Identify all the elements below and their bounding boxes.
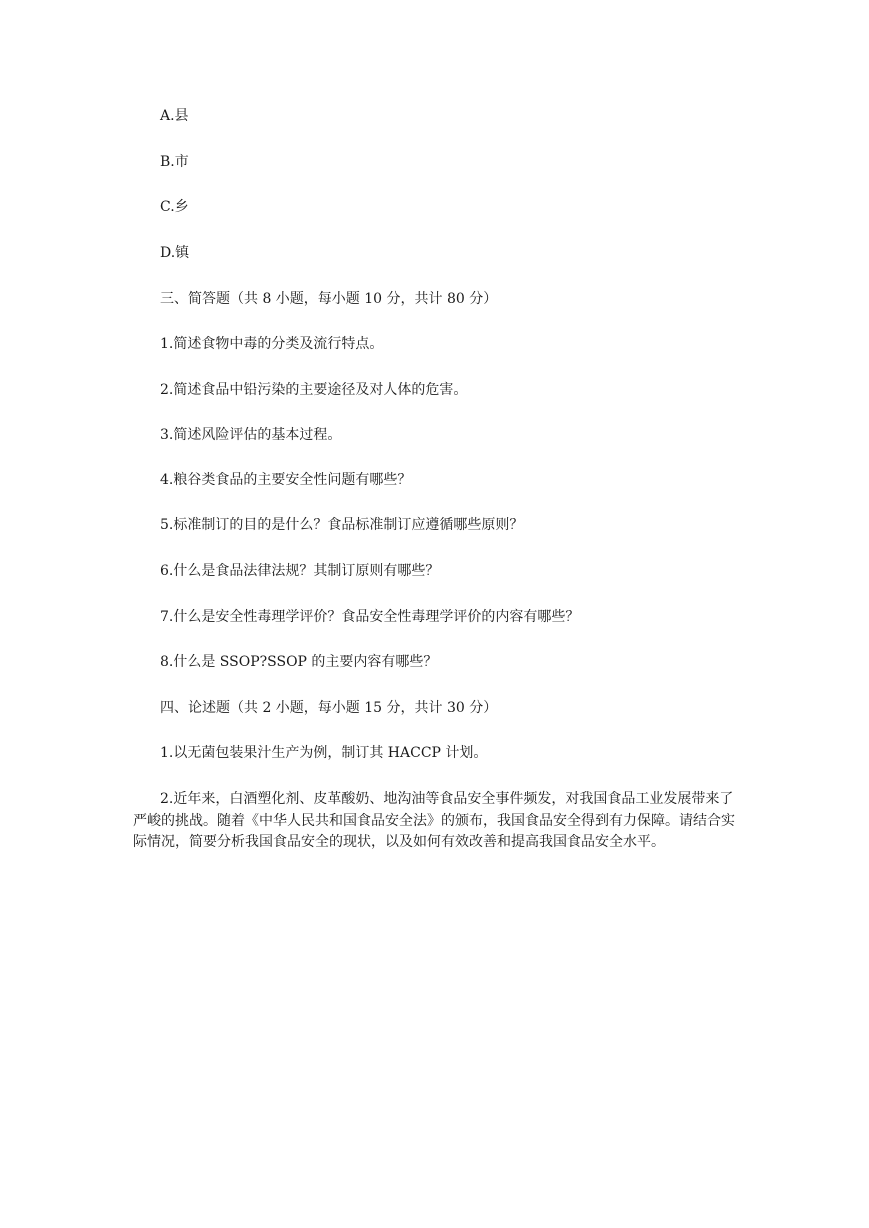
- option-a: A.县: [160, 108, 189, 124]
- essay-question-1: 1.以无菌包装果汁生产为例，制订其 HACCP 计划。: [160, 745, 488, 761]
- section4-heading: 四、论述题（共 2 小题，每小题 15 分，共计 30 分）: [160, 700, 498, 716]
- option-c: C.乡: [160, 199, 189, 215]
- short-answer-question-4: 4.粮谷类食品的主要安全性问题有哪些？: [160, 472, 412, 488]
- short-answer-question-3: 3.简述风险评估的基本过程。: [160, 427, 342, 443]
- short-answer-question-7: 7.什么是安全性毒理学评价？食品安全性毒理学评价的内容有哪些？: [160, 609, 580, 625]
- section3-heading: 三、简答题（共 8 小题，每小题 10 分，共计 80 分）: [160, 291, 498, 307]
- option-d: D.镇: [160, 245, 190, 261]
- essay-question-2: 2.近年来，白酒塑化剂、皮革酸奶、地沟油等食品安全事件频发，对我国食品工业发展带来了严峻的挑战。随着《中华人民共和国食品安全法》的颁布，我国食品安全得到有力保障。请结合实际情况，简要分析我国食品安全的现状，以及如何有效改善和提高我国食品安全水平。: [133, 791, 735, 850]
- short-answer-question-1: 1.简述食物中毒的分类及流行特点。: [160, 336, 384, 352]
- short-answer-question-6: 6.什么是食品法律法规？其制订原则有哪些？: [160, 563, 440, 579]
- short-answer-question-8: 8.什么是 SSOP?SSOP 的主要内容有哪些？: [160, 654, 438, 670]
- short-answer-question-2: 2.简述食品中铅污染的主要途径及对人体的危害。: [160, 382, 468, 398]
- option-b: B.市: [160, 154, 189, 170]
- short-answer-question-5: 5.标准制订的目的是什么？食品标准制订应遵循哪些原则？: [160, 517, 524, 533]
